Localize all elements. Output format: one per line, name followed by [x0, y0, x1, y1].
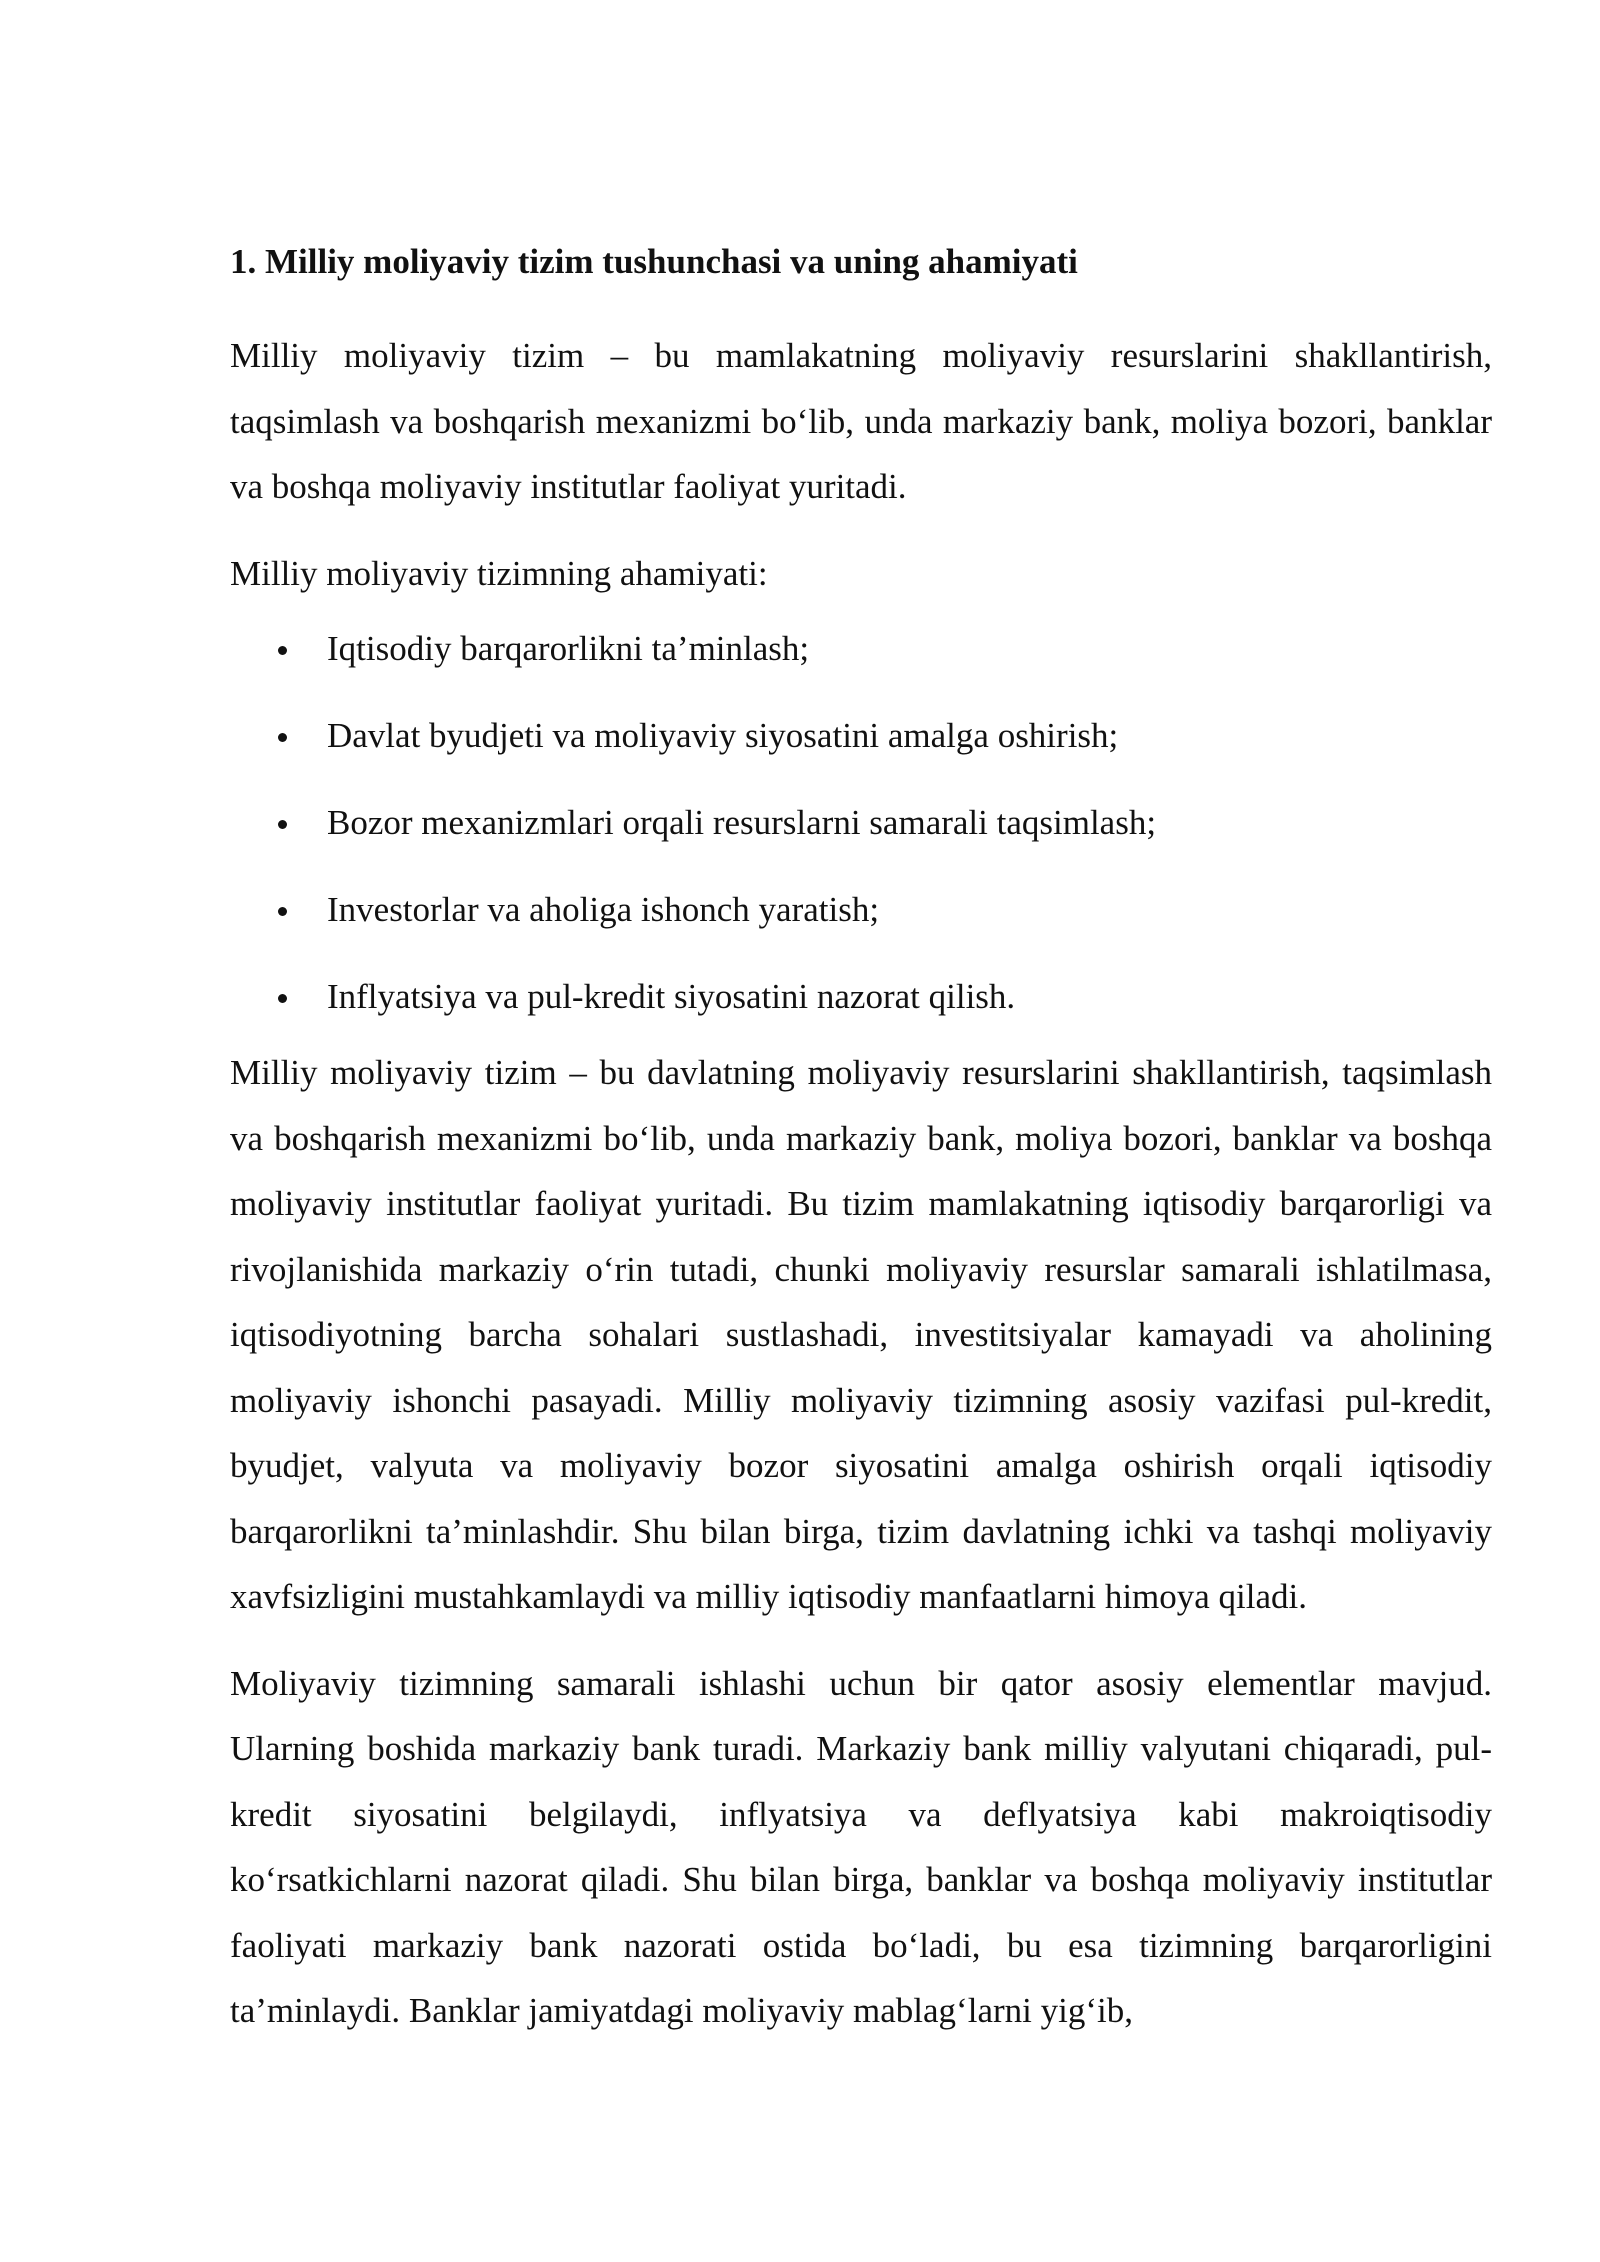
list-item: [230, 714, 1492, 758]
bullet-icon: [278, 646, 287, 655]
body-paragraph-2: Milliy moliyaviy tizim – bu davlatning moliyaviy resurslarini shakllantirish, taqsimlash va boshqarish mexanizmi bo‘lib, unda markaziy bank, moliya bozori, banklar va boshqa moliyaviy institutlar faoliyat yuritadi. Bu tizim mamlakatning iqtisodiy barqarorligi va rivojlanishida markaziy o‘rin tutadi, chunki moliyaviy resurslar samarali ishlatilmasa, iqtisodiyotning barcha sohalari sustlashadi, investitsiyalar kamayadi va aholining moliyaviy ishonchi pasayadi. Milliy moliyaviy tizimning asosiy vazifasi pul-kredit, byudjet, valyuta va moliyaviy bozor siyosatini amalga oshirish orqali iqtisodiy barqarorlikni ta’minlashdir. Shu bilan birga, tizim davlatning ichki va tashqi moliyaviy xavfsizligini mustahkamlaydi va milliy iqtisodiy manfaatlarni himoya qiladi.: [230, 1053, 1492, 1616]
body-paragraph-3: Moliyaviy tizimning samarali ishlashi uchun bir qator asosiy elementlar mavjud. Ularning boshida markaziy bank turadi. Markaziy bank milliy valyutani chiqaradi, pul-kredit siyosatini belgilaydi, inflyatsiya va deflyatsiya kabi makroiqtisodiy ko‘rsatkichlarni nazorat qiladi. Shu bilan birga, banklar va boshqa moliyaviy institutlar faoliyati markaziy bank nazorati ostida bo‘ladi, bu esa tizimning barqarorligini ta’minlaydi. Banklar jamiyatdagi moliyaviy mablag‘larni yig‘ib,: [230, 1663, 1492, 2030]
list-item: [230, 888, 1492, 932]
section-heading: 1. Milliy moliyaviy tizim tushunchasi va uning ahamiyati: [230, 242, 1078, 281]
list-item-text: Investorlar va aholiga ishonch yaratish;: [327, 890, 880, 929]
intro-paragraph: Milliy moliyaviy tizim – bu mamlakatning moliyaviy resurslarini shakllantirish, taqsimlash va boshqarish mexanizmi bo‘lib, unda markaziy bank, moliya bozori, banklar va boshqa moliyaviy institutlar faoliyat yuritadi.: [230, 336, 1492, 506]
bullet-icon: [278, 907, 287, 916]
list-item: [230, 975, 1492, 1019]
importance-list: [230, 627, 1492, 1019]
bullet-icon: [278, 994, 287, 1003]
bullet-icon: [278, 733, 287, 742]
list-item-text: Inflyatsiya va pul-kredit siyosatini nazorat qilish.: [327, 977, 1016, 1016]
importance-lead: Milliy moliyaviy tizimning ahamiyati:: [230, 553, 768, 593]
document-page: [230, 240, 1492, 2065]
bullet-icon: [278, 820, 287, 829]
list-item: [230, 627, 1492, 671]
list-item-text: Davlat byudjeti va moliyaviy siyosatini amalga oshirish;: [327, 716, 1119, 755]
list-item: [230, 801, 1492, 845]
list-item-text: Iqtisodiy barqarorlikni ta’minlash;: [327, 629, 810, 668]
list-item-text: Bozor mexanizmlari orqali resurslarni samarali taqsimlash;: [327, 803, 1157, 842]
